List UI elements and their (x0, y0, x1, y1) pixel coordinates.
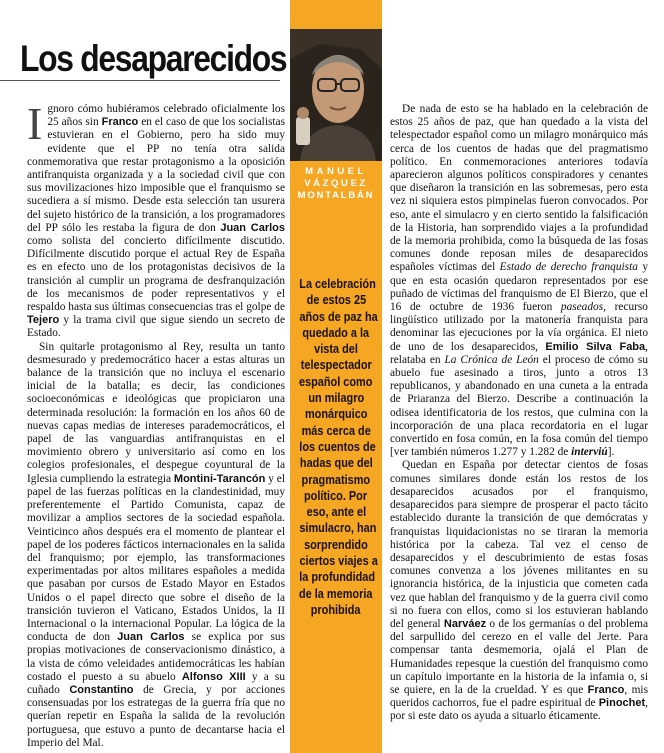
author-photo (290, 29, 382, 161)
author-last-name: MONTALBÁN (297, 190, 375, 201)
paragraph: Ignoro cómo hubiéramos celebrado oficialmente los 25 años sin Franco en el caso de que los socialistas estuvieran en el Gobierno, pero ha sido muy evidente que el PP no tenía otra salida conmemorativa que restar protagonismo a la oposición antifranquista organizada y a la sociedad civil que con sus movilizaciones hizo imposible que el franquismo se sucediera a sí mismo. Desde esta selección tan usurera del sujeto histórico de la transición, a los programadores del PP sólo les restaba la figura de don Juan Carlos como solista del concierto difícilmente discutido. Difícilmente discutido porque el actual Rey de España es en efecto uno de los protagonistas decisivos de la transición al cumplir un programa de desfranquización de los mecanismos de poder representativos y el respaldo hasta sus últimas consecuencias tras el golpe de Tejero y la trama civil que sigue siendo un secreto de Estado. (27, 98, 285, 340)
author-byline (290, 166, 382, 202)
author-first-name: MANUEL (305, 166, 367, 177)
paragraph: De nada de esto se ha hablado en la celebración de estos 25 años de paz, que han quedado a la vista del telespectador español como un milagro monárquico más cerca de los cuentos de hadas que del pragmatismo político. En conmemoraciones anteriores todavía aparecieron algunos políticos conspiradores y cenantes que diseñaron la transición en las sobremesas, pero esta vez ni siquiera estos pimpinelas fueron convocados. Por eso, ante el simulacro y en cierto sentido la falsificación de la Historia, han sorprendido viajes a la profundidad de la memoria prohibida, como la búsqueda de las fosas comunes donde reposan miles de desaparecidos españoles víctimas del Estado de derecho franquista y que en esta ocasión quedaron representados por ese puñado de víctimas del franquismo de El Bierzo, que el 16 de octubre de 1936 fueron paseados, recurso lingüístico utilizado por la matonería franquista para denominar las ejecuciones por la vía orgánica. El nieto de uno de los desaparecidos, Emilio Silva Faba, relataba en La Crónica de León el proceso de cómo su abuelo fue asesinado a tiros, junto a otros 13 republicanos, y abandonado en una cuneta a la entrada de Priaranza del Bierzo. Describe a continuación la odisea identificatoria de los restos, que culmina con la incorporación de una placa recordatoria en el lugar convertido en fosa común, en la fosa común del tiempo [ver también números 1.277 y 1.282 de interviú]. (390, 103, 649, 459)
author-middle-name: VÁZQUEZ (304, 178, 368, 189)
paragraph: Quedan en España por detectar cientos de fosas comunes similares donde están los restos de los desaparecidos acusados por el franquismo, desaparecidos para siempre de prosperar el pacto tácito establecido durante la transición de que demócratas y franquistas liquidacionistas no se tiraran la memoria histórica por la cabeza. Tal vez el censo de desaparecidos y el descubrimiento de estas fosas comunes convenza a los jóvenes militantes en su ignorancia histórica, de la injusticia que cometen cada vez que hablan del franquismo y de la guerra civil como si no fuera con ellos, como si los estuvieran hablando del general Narváez o de los germanías o del problema del sarpullido del cerezo en el valle del Jerte. Para compensar tanta desmemoria, ojalá el Plan de Humanidades repesque la cuestión del franquismo como un capítulo importante en la historia de la infamia o, si se quiere, en la de la crueldad. Y es que Franco, mis queridos cachorros, fue el padre espiritual de Pinochet, por si este dato os ayuda a situarlo éticamente. (390, 459, 649, 723)
article-title: Los desaparecidos (20, 38, 287, 79)
paragraph: Sin quitarle protagonismo al Rey, resulta un tanto desmesurado y predemocrático hacer a estas alturas un balance de la transición que no incluya el escenario inicial de la batalla; es decir, las condiciones socioeconómicas e ideológicas que propiciaron una determinada resolución: la formación en los años 60 de nuevas capas medias de intereses parademocráticos, el papel de las vanguardias antifranquistas en el movimiento obrero y universitario así como en los colegios profesionales, el despegue coyuntural de la Iglesia cumpliendo la estrategia Montini-Tarancón y el papel de las fuerzas políticas en la clandestinidad, muy preferentemente el Partido Comunista, capaz de movilizar a amplios sectores de la sociedad española. Veinticinco años después era el momento de plantear el papel de los poderes fácticos internacionales en la salida del franquismo; por ejemplo, las transformaciones experimentadas por altos militares españoles a medida que pasaban por cursos de Estado Mayor en Estados Unidos o el papel directo que sobre el diseño de la transición tuvieron el Vaticano, Estados Unidos, la II Internacional o la internacional Popular. La lógica de la conducta de don Juan Carlos se explica por sus propias motivaciones de conservacionismo dinástico, a la vista de cómo veleidades antidemocráticas les habían costado el puesto a su abuelo Alfonso XIII y a su cuñado Constantino de Grecia, y por acciones consensuadas por los estrategas de la guerra fría que no querían repetir en España la salida de la revolución portuguesa, que estuvo a punto de decantarse hacia el Imperio del Mal. (27, 340, 286, 749)
article-column-left (27, 98, 286, 750)
pull-quote: La celebración de estos 25 años de paz ha quedado a la vista del telespectador español como un milagro monárquico más cerca de los cuentos de hadas que del pragmatismo político. Por eso, ante el simulacro, han sorprendido ciertos viajes a la profundidad de la memoria prohibida (299, 276, 378, 617)
drop-cap: I (27, 98, 43, 149)
article-column-right (390, 103, 648, 724)
title-rule (0, 80, 280, 81)
